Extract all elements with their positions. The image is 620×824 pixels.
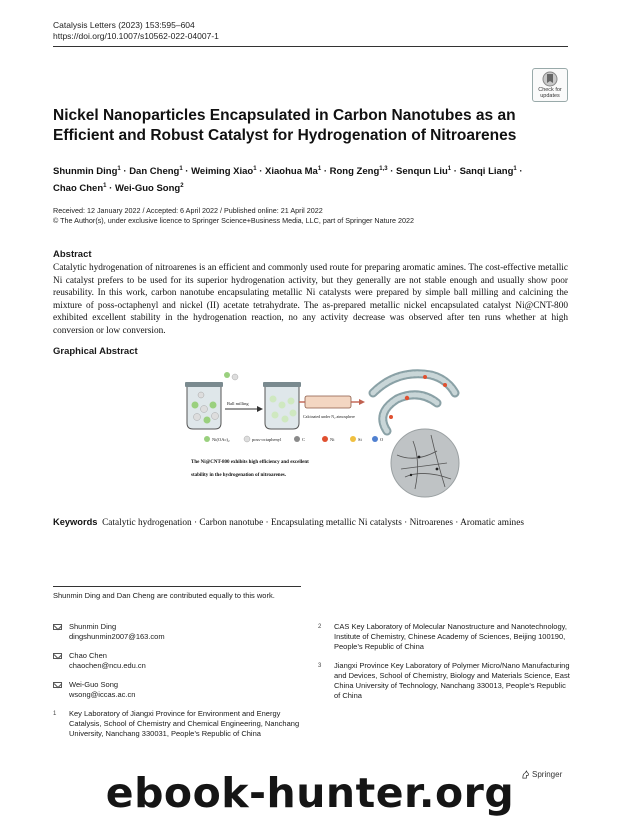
affiliation-text: Jiangxi Province Key Laboratory of Polymer Micro/Nano Manufacturing and Devices, School of Chemistry, Biology and Materials Science, East China University of Technology, Nanchang 330013, People’s Republic of China	[334, 661, 570, 700]
badge-label-1: Check for	[538, 87, 562, 93]
tube-furnace	[299, 396, 365, 419]
ball-milling-label: Ball milling	[227, 401, 249, 406]
envelope-icon	[53, 682, 62, 688]
affiliation-text: CAS Key Laboratory of Molecular Nanostructure and Nanotechnology, Institute of Chemistry, Chinese Academy of Sciences, Beijing 100190, People’s Republic of China	[334, 622, 567, 651]
publication-dates	[53, 206, 414, 226]
legend-silicon: Si	[358, 437, 362, 442]
author-list: Shunmin Ding$^1$ · Dan Cheng$^1$ · Weiming Xiao$^1$ · Xiaohua $Ma^1$ · Rong Zeng$^{1,3}$ · Senqun Liu$^1$ · Sanqi Liang$^1$ · Chao Chen$^1$ · Wei-Guo Song$^2$	[53, 166, 523, 195]
author[interactable]: Xiaohua Ma$^1$	[265, 166, 322, 178]
affiliation-entry	[318, 622, 573, 652]
contact-entry	[53, 680, 313, 700]
publisher-name: Springer	[532, 770, 563, 779]
badge-label-2: updates	[540, 93, 560, 99]
legend-nioac: Ni(OAc)₂	[212, 437, 230, 442]
affiliation-number: 1	[53, 711, 57, 717]
contact-entry	[53, 651, 313, 671]
legend-nickel: Ni	[330, 437, 335, 442]
affiliation-entry	[53, 709, 313, 739]
equal-contribution-note: Shunmin Ding and Dan Cheng are contributed equally to this work.	[53, 591, 275, 600]
graphical-abstract-figure	[175, 365, 465, 498]
contact-email[interactable]: dingshunmin2007@163.com	[69, 632, 165, 641]
affiliation-number: 3	[318, 663, 322, 669]
legend-poss: poss-octaphenyl	[252, 437, 282, 442]
contact-email[interactable]: chaochen@ncu.edu.cn	[69, 661, 146, 670]
doi-link[interactable]: https://doi.org/10.1007/s10562-022-04007-1	[53, 31, 219, 41]
reagent-dots	[224, 372, 238, 380]
author[interactable]: Shunmin Ding$^1$	[53, 166, 121, 178]
legend-oxygen: O	[380, 437, 384, 442]
envelope-icon	[53, 653, 62, 659]
bookmark-icon	[541, 71, 559, 87]
watermark: ebook-hunter.org	[105, 769, 515, 817]
article-title: Nickel Nanoparticles Encapsulated in Carbon Nanotubes as an Efficient and Robust Catalyst for Hydrogenation of Nitroarenes	[53, 107, 517, 144]
affiliation-entry	[318, 661, 573, 701]
author[interactable]: Rong Zeng$^{1,3}$	[329, 166, 388, 178]
author[interactable]: Chao Chen$^1$	[53, 183, 107, 195]
author[interactable]: Sanqi Liang$^1$	[459, 166, 517, 178]
contact-name: Wei-Guo Song	[69, 680, 119, 689]
caption-line-2: stability in the hydrogenation of nitroarenes.	[191, 473, 287, 478]
check-for-updates-badge[interactable]	[532, 68, 568, 102]
footnotes-left-column	[53, 622, 313, 748]
author[interactable]: Senqun Liu$^1$	[396, 166, 452, 178]
beaker-left	[185, 382, 223, 429]
affiliation-text: Key Laboratory of Jiangxi Province for Environment and Energy Catalysis, School of Chemistry and Chemical Engineering, Nanchang University, Nanchang 330031, People’s Republic of China	[69, 709, 300, 738]
legend	[204, 436, 384, 442]
affiliation-number: 2	[318, 624, 322, 630]
contact-entry	[53, 622, 313, 642]
history-line: Received: 12 January 2022 / Accepted: 6 April 2022 / Published online: 21 April 2022	[53, 206, 323, 215]
graphical-abstract-heading: Graphical Abstract	[53, 346, 138, 357]
caption-line-1: The Ni@CNT-800 exhibits high efficiency and excellent	[191, 460, 309, 465]
keywords-block	[53, 516, 553, 530]
keywords-label: Keywords	[53, 517, 98, 527]
journal-citation: Catalysis Letters (2023) 153:595–604	[53, 20, 195, 30]
author[interactable]: Wei-Guo Song$^2$	[114, 183, 184, 195]
journal-header	[53, 20, 219, 42]
keywords-list: Catalytic hydrogenation · Carbon nanotube · Encapsulating metallic Ni catalysts · Nitroarenes · Aromatic amines	[102, 518, 524, 528]
copyright-line: © The Author(s), under exclusive licence to Springer Science+Business Media, LLC, part of Springer Nature 2022	[53, 216, 414, 225]
author[interactable]: Weiming Xiao$^1$	[191, 166, 257, 178]
contact-name: Chao Chen	[69, 651, 107, 660]
contact-email[interactable]: wsong@iccas.ac.cn	[69, 690, 136, 699]
abstract-heading: Abstract	[53, 249, 92, 260]
legend-carbon: C	[302, 437, 306, 442]
abstract-text: Catalytic hydrogenation of nitroarenes is an efficient and commonly used route for preparing aromatic amines. The cost-effective metallic Ni catalyst prefers to be used for its superior hydrogenation activity, but they generally are not stable enough and usually show poor reusability. In this work, carbon nanotube encapsulating metallic Ni catalysts were prepared by simple ball milling and calcining the mixture of poss-octaphenyl and nickel (II) acetate tetrahydrate. The as-prepared metallic nickel encapsulated catalyst Ni@CNT-800 exhibited excellent stability in the hydrogenation reaction, no any activity decrease was observed after ten runs whether at high conversion or low conversion.	[53, 263, 568, 336]
beaker-right	[263, 382, 301, 429]
calcination-label: Calcinated under N₂ atmosphere	[303, 414, 355, 419]
envelope-icon	[53, 624, 62, 630]
footnote-rule	[53, 586, 301, 587]
author[interactable]: Dan Cheng$^1$	[129, 166, 183, 178]
figure-caption	[191, 460, 309, 478]
tem-image	[391, 429, 459, 497]
footnotes-right-column	[318, 622, 573, 710]
ball-milling-arrow	[225, 401, 263, 412]
contact-name: Shunmin Ding	[69, 622, 117, 631]
header-rule	[53, 46, 568, 47]
